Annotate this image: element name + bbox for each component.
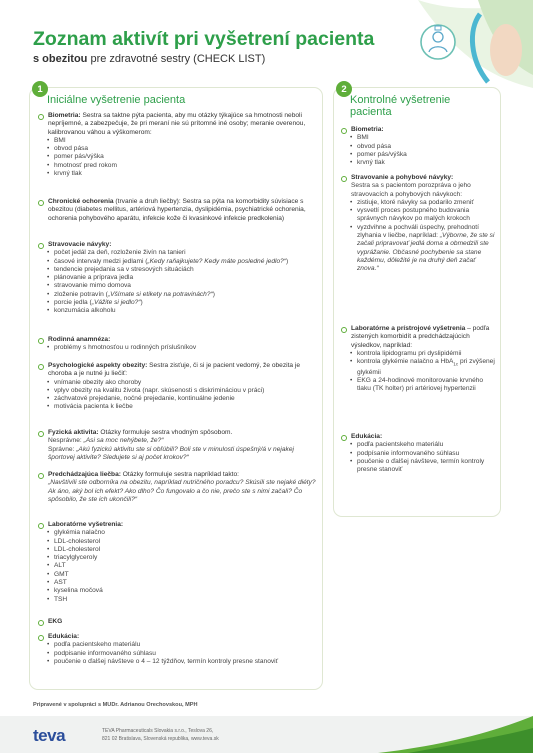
section-stravovacie-navyky bbox=[38, 241, 316, 316]
list-item: • plánovanie a príprava jedla bbox=[54, 274, 316, 282]
list-item: • glykémia nalačno bbox=[54, 529, 316, 537]
list-item: • GMT bbox=[54, 571, 316, 579]
section-predchadzajuca-liecba: Predchádzajúca liečba: Otázky formuluje sestra napríklad takto: „Navštívili ste odborníka na obezitu, napríklad nutričného poradcu? Skúsili ste nejaké diéty? Ak áno, aký bol ich efekt? Ako dlho? Čo fungovalo a čo nie, prečo ste s nimi začali? Čo spôsobilo, že ste ich ukončili?“ bbox=[38, 471, 316, 504]
section-edukacia-2: Edukácia: • podľa pacientskeho materiálu • podpísanie informovaného súhlasu • poučenie o ďalšej návšteve, termín kontroly presne stanoviť bbox=[341, 433, 496, 474]
list-item: • krvný tlak bbox=[357, 159, 496, 167]
page-title: Zoznam aktivít pri vyšetrení pacienta bbox=[33, 28, 375, 50]
predchadzajuca-quote: „Navštívili ste odborníka na obezitu, napríklad nutričného poradcu? Skúsili ste nejaké diéty? Ak áno, aký bol ich efekt? Ako dlho? Čo fungovalo a čo nie, prečo ste s nimi začali? Čo spôsobilo, že ste ich ukončili?“ bbox=[48, 479, 316, 503]
section-edukacia bbox=[38, 633, 316, 666]
list-item: • zloženie potravín („Všímate si etikety na potravinách?“) bbox=[54, 291, 316, 299]
psycho-title: Psychologické aspekty obezity: bbox=[48, 362, 148, 369]
footer-swoosh bbox=[378, 716, 533, 753]
section-laboratorne-pristrojove: Laboratórne a prístrojové vyšetrenia – podľa zistených komorbidít a predchádzajúcich výsledkov, napríklad: • kontrola lipidogramu pri dyslipidémii • kontrola glykémie nalačno a HbA$_{1c}$ pri zvýšenej glykémii • EKG a 24-hodinové monitorovanie krvného tlaku (TK holter) pri artériovej hypertenzii bbox=[341, 325, 496, 394]
section-rodinna-anamneza bbox=[38, 336, 316, 353]
fyzicka-title: Fyzická aktivita: bbox=[48, 429, 99, 436]
section-psychologicke-aspekty bbox=[38, 362, 316, 412]
list-item: • problémy s hmotnosťou u rodinných príslušníkov bbox=[54, 344, 316, 352]
step-badge-2: 2 bbox=[336, 81, 352, 97]
biometria-list bbox=[38, 137, 316, 178]
header-illustration bbox=[388, 0, 533, 88]
list-item: • LDL-cholesterol bbox=[54, 546, 316, 554]
ekg-title: EKG bbox=[48, 618, 63, 625]
company-address: TEVA Pharmaceuticals Slovakia s.r.o., Teslova 26, 821 02 Bratislava, Slovenská republika, www.teva.sk bbox=[102, 728, 219, 742]
section-fyzicka-aktivita: Fyzická aktivita: Otázky formuluje sestra vhodným spôsobom. Nesprávne: „Asi sa moc nehýbete, že?“ Správne: „Akú fyzickú aktivitu ste si obľúbili? Boli ste v minulosti úspešný/á v nejakej športovej aktivite? Sledujete si aj počet krokov?“ bbox=[38, 429, 316, 462]
biometria-title: Biometria: bbox=[48, 112, 81, 119]
list-item: • kontrola lipidogramu pri dyslipidémii bbox=[357, 350, 496, 358]
list-item: • EKG a 24-hodinové monitorovanie krvného tlaku (TK holter) pri artériovej hypertenzii bbox=[357, 377, 496, 394]
list-item: • tendencie prejedania sa v stresových situáciách bbox=[54, 266, 316, 274]
psycho-text: Sestra zisťuje, či si je pacient vedomý, že obezita je choroba a je nutné ju liečiť: bbox=[48, 362, 301, 378]
stravovacie-list bbox=[38, 249, 316, 315]
list-item: • stravovanie mimo domova bbox=[54, 282, 316, 290]
step-badge-1: 1 bbox=[32, 81, 48, 97]
list-item: • porcie jedla („Vážite si jedlo?“) bbox=[54, 299, 316, 307]
laboratorne-title: Laboratórne vyšetrenia: bbox=[48, 521, 124, 528]
predchadzajuca-title: Predchádzajúca liečba: bbox=[48, 471, 121, 478]
list-item: • vnímanie obezity ako choroby bbox=[54, 379, 316, 387]
list-item: • pomer pás/výška bbox=[357, 151, 496, 159]
list-item: • počet jedál za deň, rozloženie živín na tanieri bbox=[54, 249, 316, 257]
list-item: • TSH bbox=[54, 596, 316, 604]
list-item: • poučenie o ďalšej návšteve o 4 – 12 týždňov, termín kontroly presne stanoviť bbox=[54, 658, 316, 666]
list-item: • LDL-cholesterol bbox=[54, 538, 316, 546]
list-item: • záchvatové prejedanie, nočné prejedanie, kontinuálne jedenie bbox=[54, 395, 316, 403]
control-exam-column bbox=[333, 83, 501, 517]
footer-bar bbox=[0, 716, 533, 753]
biometria-text: Sestra sa taktne pýta pacienta, aby mu otázky týkajúce sa hmotnosti neboli nepríjemné, a zabezpečuje, že pri meraní nie sú prítomné iné osoby; meranie overenou, kalibrovanou váhou a výškomerom: bbox=[48, 112, 306, 136]
list-item: • zistiuje, ktoré návyky sa podarilo zmeniť bbox=[357, 199, 496, 207]
list-item: • krvný tlak bbox=[54, 170, 316, 178]
teva-logo: teva bbox=[33, 726, 66, 745]
list-item: • vyzdvihne a pochváli úspechy, prehodnotí zlyhania v liečbe, napríklad: „Výborne, že ste si začali pripravovať jedlá doma a obmedzili ste vyprážanie. Občasné pochybenie sa stane každému, dôležité je na druhý deň začať znova.“ bbox=[357, 224, 496, 274]
list-item: • časové intervaly medzi jedlami („Kedy raňajkujete? Kedy máte posledné jedlo?“) bbox=[54, 258, 316, 266]
list-item: • pomer pás/výška bbox=[54, 153, 316, 161]
list-item: • poučenie o ďalšej návšteve, termín kontroly presne stanoviť bbox=[357, 458, 496, 475]
subtitle-bold: s obezitou bbox=[33, 53, 88, 65]
chronicke-title: Chronické ochorenia bbox=[48, 198, 114, 205]
section-biometria bbox=[38, 112, 316, 178]
list-item: • podľa pacientskeho materiálu bbox=[54, 641, 316, 649]
chronicke-text: (trvanie a druh liečby): Sestra sa pýta na komorbidity súvisiace s obezitou (diabetes mellitus, artériová hypertenzia, dyslipidémia, psychiatrické ochorenia, ochorenia pohybového aparátu, infekcie kože či kvasinkové infekcie predkolenia) bbox=[48, 198, 306, 222]
rodinna-title: Rodinná anamnéza: bbox=[48, 336, 111, 343]
section-laboratorne-vysetrenia bbox=[38, 521, 316, 604]
list-item: • kyselina močová bbox=[54, 587, 316, 595]
section-ekg bbox=[38, 618, 316, 626]
section-stravovanie-pohyb: Stravovanie a pohybové návyky: Sestra sa s pacientom porozpráva o jeho stravovacích a pohybových návykoch: • zistiuje, ktoré návyky sa podarilo zmeniť • vysvetlí proces postupného budovania správnych návykov po malých krokoch • vyzdvihne a pochváli úspechy, prehodnotí zlyhania v liečbe, napríklad: „Výborne, že ste si začali pripravovať jedlá doma a obmedzili ste vyprážanie. Občasné pochybenie sa stane každému, dôležité je na druhý deň začať znova.“ bbox=[341, 174, 496, 274]
credit-line: Pripravené v spolupráci s MUDr. Adrianou Orechovskou, MPH bbox=[33, 702, 198, 708]
list-item: • obvod pása bbox=[357, 143, 496, 151]
control-exam-heading: Kontrolné vyšetrenie pacienta bbox=[350, 94, 451, 118]
list-item: • obvod pása bbox=[54, 145, 316, 153]
list-item: • ALT bbox=[54, 562, 316, 570]
stravovacie-title: Stravovacie návyky: bbox=[48, 241, 112, 248]
list-item: • podľa pacientskeho materiálu bbox=[357, 441, 496, 449]
subtitle-rest: pre zdravotné sestry (CHECK LIST) bbox=[87, 53, 266, 65]
page-subtitle bbox=[33, 53, 265, 65]
list-item: • podpisanie informovaného súhlasu bbox=[54, 650, 316, 658]
list-item: • konzumácia alkoholu bbox=[54, 307, 316, 315]
list-item: • BMI bbox=[357, 134, 496, 142]
list-item: • AST bbox=[54, 579, 316, 587]
edukacia-title: Edukácia: bbox=[48, 633, 80, 640]
list-item: • hmotnosť pred rokom bbox=[54, 162, 316, 170]
list-item: • vysvetlí proces postupného budovania správnych návykov po malých krokoch bbox=[357, 207, 496, 224]
list-item: • triacylglyceroly bbox=[54, 554, 316, 562]
initial-exam-column bbox=[29, 83, 323, 690]
section-biometria-2: Biometria: • BMI • obvod pása • pomer pás/výška • krvný tlak bbox=[341, 126, 496, 167]
initial-exam-heading: Iniciálne vyšetrenie pacienta bbox=[47, 94, 186, 106]
list-item: • BMI bbox=[54, 137, 316, 145]
list-item: • vplyv obezity na kvalitu života (napr. skúsenosti s diskrimináciou v práci) bbox=[54, 387, 316, 395]
section-chronicke-ochorenia bbox=[38, 198, 316, 223]
list-item: • kontrola glykémie nalačno a HbA$_{1c}$ pri zvýšenej glykémii bbox=[357, 358, 496, 377]
list-item: • podpísanie informovaného súhlasu bbox=[357, 450, 496, 458]
list-item: • motivácia pacienta k liečbe bbox=[54, 403, 316, 411]
